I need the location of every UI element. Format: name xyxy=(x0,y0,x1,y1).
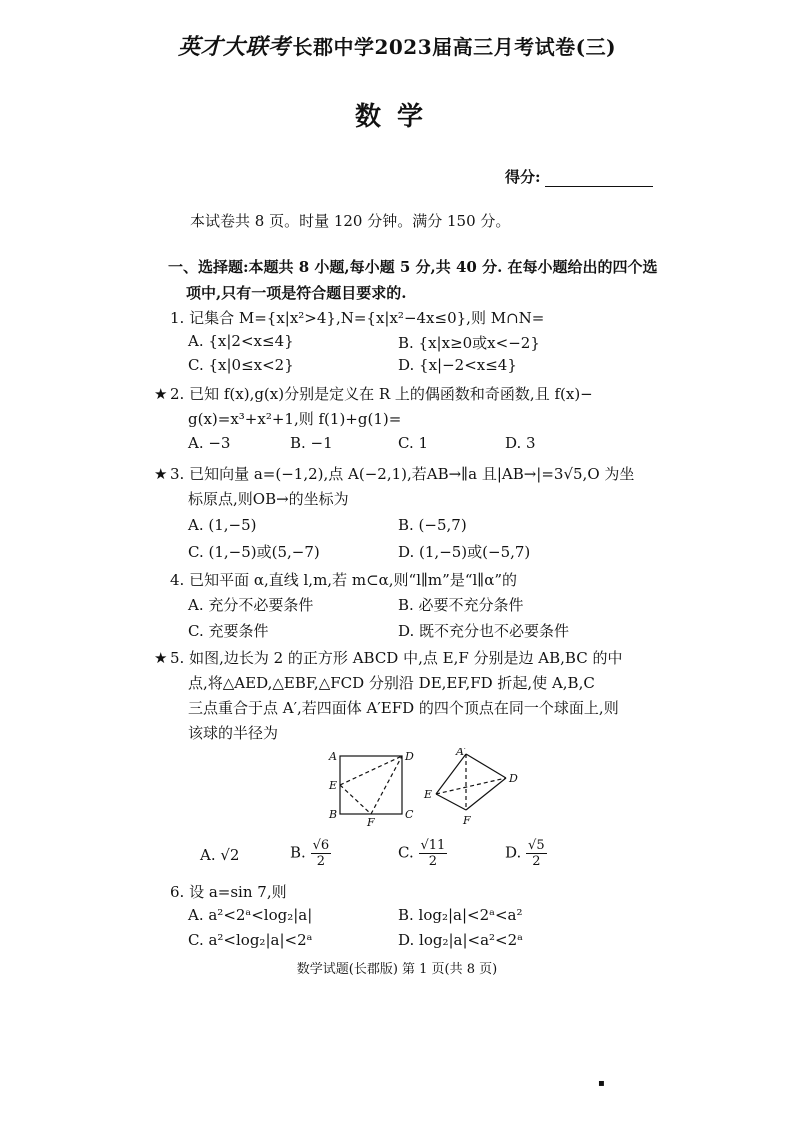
exam-title: 长郡中学2023届高三月考试卷(三) xyxy=(292,35,617,59)
q3-option-b[interactable]: B. (−5,7) xyxy=(398,516,467,534)
q6-option-a[interactable]: A. a²<2ᵃ<log₂|a| xyxy=(188,906,313,924)
fraction-d-num: √5 xyxy=(528,838,545,853)
q2-option-c[interactable]: C. 1 xyxy=(398,434,429,452)
subject-title: 数学 xyxy=(354,102,439,132)
q3-option-d[interactable]: D. (1,−5)或(−5,7) xyxy=(398,543,531,561)
question-2-stem-line1: 2. 已知 f(x),g(x)分别是定义在 R 上的偶函数和奇函数,且 f(x)− xyxy=(170,385,593,403)
label-f: F xyxy=(367,816,375,828)
q2-option-d[interactable]: D. 3 xyxy=(505,434,536,452)
fold-line-fd xyxy=(371,756,402,814)
q5-option-b-label: B. xyxy=(290,843,306,862)
question-1 xyxy=(170,306,660,331)
q4-option-b[interactable]: B. 必要不充分条件 xyxy=(398,596,524,614)
question-3-stem-line1: 3. 已知向量 a=(−1,2),点 A(−2,1),若AB→∥a 且|AB→|=3√5,O 为坐 xyxy=(170,465,635,483)
label-d2: D xyxy=(509,772,518,785)
q6-option-b[interactable]: B. log₂|a|<2ᵃ<a² xyxy=(398,906,523,924)
label-e: E xyxy=(329,779,338,792)
tetrahedron-figure xyxy=(436,754,506,810)
section-heading-line2: 项中,只有一项是符合题目要求的. xyxy=(186,284,407,302)
question-6-stem: 6. 设 a=sin 7,则 xyxy=(170,883,287,901)
q4-option-d[interactable]: D. 既不充分也不必要条件 xyxy=(398,622,570,640)
q5-option-a[interactable]: A. √2 xyxy=(200,846,240,864)
question-2 xyxy=(154,382,660,432)
fraction-c-den: 2 xyxy=(428,854,438,869)
fraction-b xyxy=(311,838,332,869)
question-4 xyxy=(170,568,660,593)
q5-option-c[interactable] xyxy=(398,838,447,869)
q6-option-d[interactable]: D. log₂|a|<a²<2ᵃ xyxy=(398,931,523,949)
question-5-stem-line3: 三点重合于点 A′,若四面体 A′EFD 的四个顶点在同一个球面上,则 xyxy=(188,699,619,717)
fraction-b-den: 2 xyxy=(316,854,325,869)
question-3-stem-line2: 标原点,则OB→的坐标为 xyxy=(188,490,349,508)
q3-option-c[interactable]: C. (1,−5)或(5,−7) xyxy=(188,543,320,561)
q1-option-a[interactable]: A. {x|2<x≤4} xyxy=(188,332,294,350)
score-field[interactable] xyxy=(505,166,653,187)
fraction-b-num: √6 xyxy=(312,838,330,853)
label-a: A xyxy=(329,750,337,763)
fraction-c-num: √11 xyxy=(420,838,446,853)
edge-a-e xyxy=(436,754,466,794)
q2-option-b[interactable]: B. −1 xyxy=(290,434,333,452)
star-icon: ★ xyxy=(154,465,168,483)
fraction-d xyxy=(526,838,547,869)
fold-line-ed xyxy=(340,756,402,785)
q5-option-d-label: D. xyxy=(505,843,522,862)
question-3 xyxy=(154,462,660,512)
exam-header xyxy=(0,30,794,61)
edge-a-d xyxy=(466,754,506,778)
q6-option-c[interactable]: C. a²<log₂|a|<2ᵃ xyxy=(188,931,313,949)
q4-option-a[interactable]: A. 充分不必要条件 xyxy=(188,596,314,614)
q1-option-c[interactable]: C. {x|0≤x<2} xyxy=(188,356,294,374)
question-6 xyxy=(170,880,660,905)
score-label: 得分: xyxy=(505,168,541,186)
square-abcd xyxy=(340,756,402,814)
exam-instructions: 本试卷共 8 页。时量 120 分钟。满分 150 分。 xyxy=(190,212,511,230)
q5-option-b[interactable] xyxy=(290,838,331,869)
question-4-stem: 4. 已知平面 α,直线 l,m,若 m⊂α,则“l∥m”是“l∥α”的 xyxy=(170,571,518,589)
q5-option-c-label: C. xyxy=(398,843,414,862)
scan-mark: ▪ xyxy=(598,1078,605,1089)
question-1-stem: 1. 记集合 M={x|x²>4},N={x|x²−4x≤0},则 M∩N= xyxy=(170,309,545,327)
score-blank[interactable] xyxy=(545,170,653,187)
q1-option-b[interactable]: B. {x|x≥0或x<−2} xyxy=(398,334,540,352)
q4-option-c[interactable]: C. 充要条件 xyxy=(188,622,269,640)
label-b: B xyxy=(329,808,338,821)
question-5-stem-line2: 点,将△AED,△EBF,△FCD 分别沿 DE,EF,FD 折起,使 A,B,C xyxy=(188,674,595,692)
star-icon: ★ xyxy=(154,385,168,403)
brand-name: 英才大联考 xyxy=(177,34,291,60)
fold-line-ef xyxy=(340,785,371,814)
fraction-c xyxy=(419,838,448,869)
square-figure xyxy=(340,756,402,814)
label-f2: F xyxy=(463,814,471,827)
section-heading-line1: 一、选择题:本题共 8 小题,每小题 5 分,共 40 分. 在每小题给出的四个选 xyxy=(168,258,658,276)
star-icon: ★ xyxy=(154,649,168,667)
question-2-stem-line2: g(x)=x³+x²+1,则 f(1)+g(1)= xyxy=(188,410,402,428)
edge-e-f xyxy=(436,794,466,810)
page-footer: 数学试题(长郡版) 第 1 页(共 8 页) xyxy=(296,962,498,977)
q1-option-d[interactable]: D. {x|−2<x≤4} xyxy=(398,356,517,374)
q3-option-a[interactable]: A. (1,−5) xyxy=(188,516,257,534)
label-a-prime: A′ xyxy=(456,748,467,758)
label-e2: E xyxy=(424,788,433,801)
question-5-stem-line4: 该球的半径为 xyxy=(188,724,279,742)
label-d: D xyxy=(405,750,414,763)
fraction-d-den: 2 xyxy=(532,854,541,869)
question-5 xyxy=(154,646,660,746)
question-5-figure xyxy=(320,748,530,828)
question-5-stem-line1: 5. 如图,边长为 2 的正方形 ABCD 中,点 E,F 分别是边 AB,BC 的中 xyxy=(170,649,623,667)
section-heading xyxy=(168,254,658,306)
q5-option-d[interactable] xyxy=(505,838,547,869)
label-c: C xyxy=(405,808,414,821)
q2-option-a[interactable]: A. −3 xyxy=(188,434,231,452)
